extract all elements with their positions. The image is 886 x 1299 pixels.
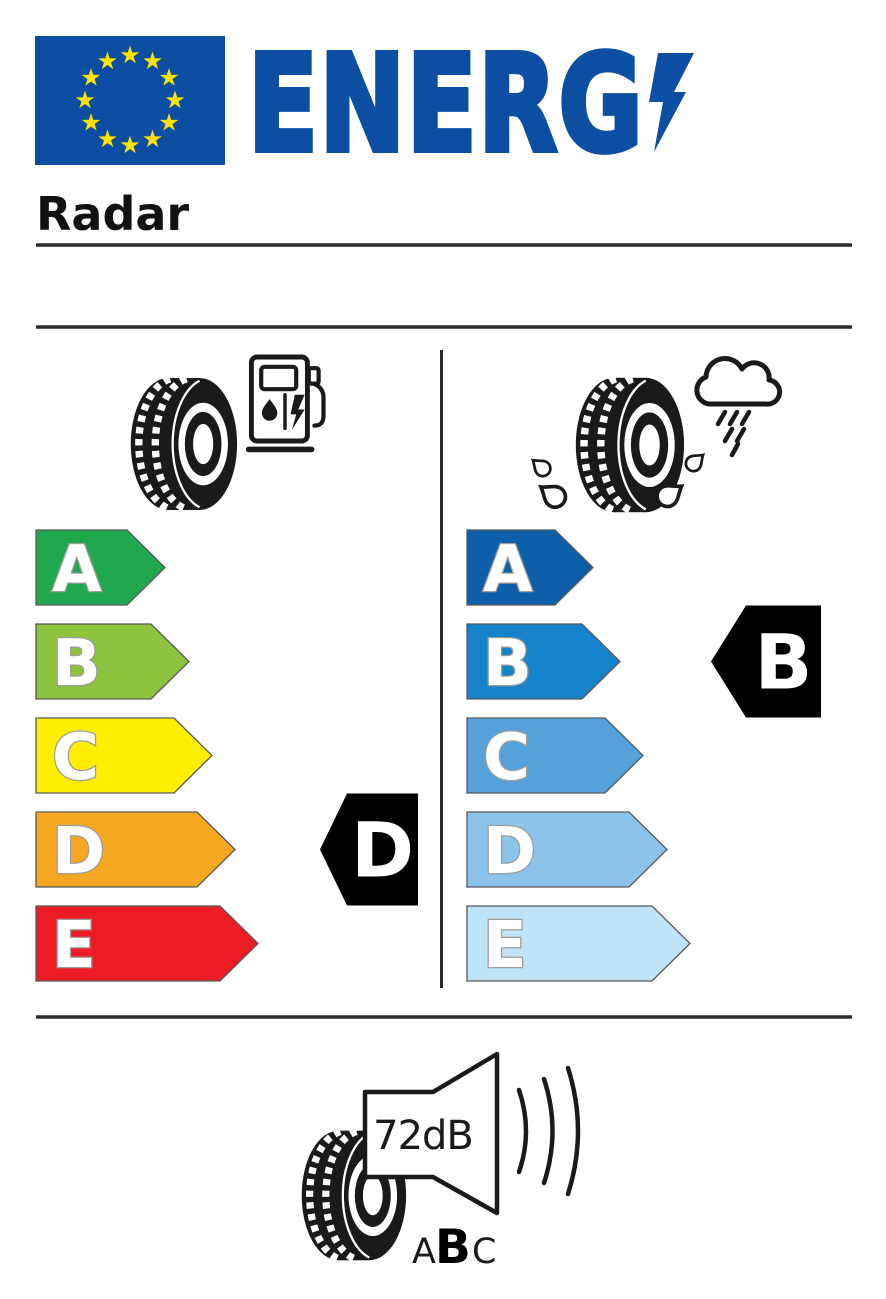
wet-grip-class-letter-c: C (483, 721, 530, 795)
noise-class-b: B (435, 1220, 471, 1275)
wet-grip-class-letter-d: D (483, 815, 537, 889)
eu-star-icon: ★ (141, 47, 164, 75)
eu-star-icon: ★ (96, 125, 119, 153)
rating-indicator-letter: D (350, 805, 415, 895)
eu-star-icon: ★ (119, 41, 141, 69)
eu-star-icon: ★ (74, 86, 96, 114)
noise-class-c: C (472, 1232, 497, 1272)
eu-star-icon: ★ (164, 86, 186, 114)
tire-icon (131, 378, 237, 510)
fuel-class-letter-b: B (52, 627, 101, 701)
fuel-class-letter-d: D (52, 815, 106, 889)
eu-star-icon: ★ (96, 47, 119, 75)
eu-star-icon: ★ (141, 125, 164, 153)
eu-star-icon: ★ (80, 63, 102, 92)
eu-star-icon: ★ (80, 108, 102, 137)
fuel-class-letter-a: A (52, 533, 102, 607)
wet-grip-class-letter-b: B (483, 627, 532, 701)
wet-grip-class-letter-e: E (483, 909, 527, 983)
noise-level-value: 72dB (373, 1113, 473, 1159)
fuel-class-letter-c: C (52, 721, 99, 795)
eu-star-icon: ★ (119, 131, 141, 159)
eu-star-icon: ★ (158, 108, 180, 137)
brand-name: Radar (36, 187, 190, 241)
rating-indicator-letter: B (754, 617, 813, 707)
fuel-class-letter-e: E (52, 909, 96, 983)
eu-star-icon: ★ (158, 63, 180, 92)
energ-logo-text: ENERG (248, 26, 645, 182)
wet-grip-class-letter-a: A (483, 533, 533, 607)
eu-energy-logo (35, 27, 694, 182)
noise-class-a: A (412, 1232, 436, 1272)
